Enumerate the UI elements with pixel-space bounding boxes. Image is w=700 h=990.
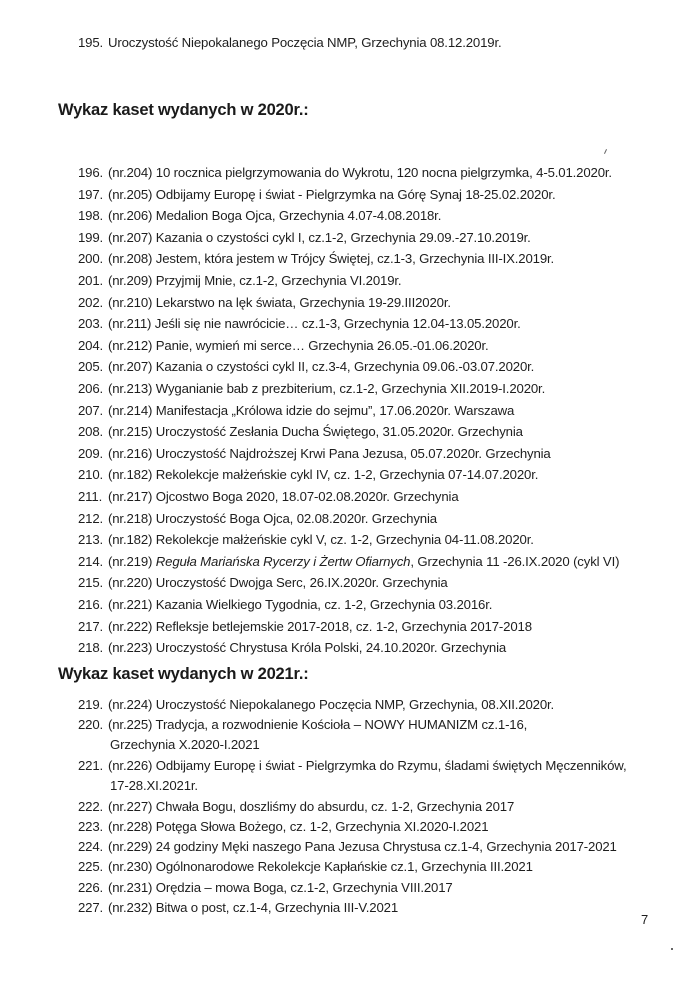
item-number: 211. xyxy=(78,489,103,504)
list-item xyxy=(78,295,451,311)
item-text: (nr.207) Kazania o czystości cykl I, cz.1-2, Grzechynia 29.09.-27.10.2019r. xyxy=(108,229,531,245)
list-item xyxy=(78,35,501,51)
item-number: 226. xyxy=(78,879,104,895)
list-item xyxy=(78,900,398,916)
list-item xyxy=(78,424,523,440)
item-text: (nr.223) Uroczystość Chrystusa Króla Polski, 24.10.2020r. Grzechynia xyxy=(108,640,507,656)
section-heading-2021: Wykaz kaset wydanych w 2021r.: xyxy=(58,665,309,683)
list-item xyxy=(78,758,626,794)
item-number: 208. xyxy=(78,424,104,440)
list-item xyxy=(78,575,448,591)
list-item xyxy=(78,316,521,332)
item-text: (nr.222) Refleksje betlejemskie 2017-2018, cz. 1-2, Grzechynia 2017-2018 xyxy=(108,618,532,634)
scan-mark xyxy=(604,149,607,154)
item-number: 195. xyxy=(78,35,104,50)
list-item xyxy=(78,717,527,753)
item-number: 219. xyxy=(78,697,104,712)
list-item xyxy=(78,619,532,635)
list-item xyxy=(78,880,453,896)
item-number: 222. xyxy=(78,798,104,814)
item-text: (nr.232) Bitwa o post, cz.1-4, Grzechynia III-V.2021 xyxy=(108,900,399,915)
item-text: (nr.226) Odbijamy Europę i świat - Pielgrzymka do Rzymu, śladami świętych Męczenników, xyxy=(108,757,627,773)
page-number: 7 xyxy=(641,912,649,927)
list-item xyxy=(78,467,538,483)
item-number: 199. xyxy=(78,229,104,245)
item-number: 220. xyxy=(78,717,104,733)
item-number: 200. xyxy=(78,251,104,267)
item-text: (nr.207) Kazania o czystości cykl II, cz.3-4, Grzechynia 09.06.-03.07.2020r. xyxy=(108,359,535,375)
item-text: (nr.231) Orędzia – mowa Boga, cz.1-2, Grzechynia VIII.2017 xyxy=(108,879,453,895)
item-text: (nr.212) Panie, wymień mi serce… Grzechynia 26.05.-01.06.2020r. xyxy=(108,337,489,353)
item-number: 209. xyxy=(78,445,104,461)
item-number: 206. xyxy=(78,381,104,396)
item-number: 196. xyxy=(78,165,104,180)
item-number: 207. xyxy=(78,402,104,418)
item-text: (nr.211) Jeśli się nie nawrócicie… cz.1-3, Grzechynia 12.04-13.05.2020r. xyxy=(108,316,521,332)
item-text-suffix: , Grzechynia 11 -26.IX.2020 (cykl VI) xyxy=(410,553,620,569)
list-item xyxy=(78,839,617,855)
list-item xyxy=(78,230,531,246)
scan-mark xyxy=(671,948,673,950)
item-text: (nr.217) Ojcostwo Boga 2020, 18.07-02.08.2020r. Grzechynia xyxy=(108,489,459,504)
item-text: (nr.214) Manifestacja „Królowa idzie do sejmu”, 17.06.2020r. Warszawa xyxy=(108,402,515,418)
item-text: (nr.215) Uroczystość Zesłania Ducha Świętego, 31.05.2020r. Grzechynia xyxy=(108,424,523,440)
item-number: 205. xyxy=(78,359,104,375)
item-text: (nr.230) Ogólnonarodowe Rekolekcje Kapłańskie cz.1, Grzechynia III.2021 xyxy=(108,859,533,875)
list-item xyxy=(78,359,534,375)
item-number: 212. xyxy=(78,510,104,526)
list-item xyxy=(78,597,492,613)
item-number: 224. xyxy=(78,839,104,855)
item-number: 217. xyxy=(78,618,104,634)
list-item xyxy=(78,446,551,462)
item-text: (nr.224) Uroczystość Niepokalanego Poczęcia NMP, Grzechynia, 08.XII.2020r. xyxy=(108,697,555,712)
list-item xyxy=(78,489,459,505)
item-text-italic: Reguła Mariańska Rycerzy i Żertw Ofiarnych xyxy=(155,553,411,569)
list-item xyxy=(78,208,441,224)
list-item xyxy=(78,381,545,397)
item-text: (nr.205) Odbijamy Europę i świat - Pielgrzymka na Górę Synaj 18-25.02.2020r. xyxy=(108,186,556,202)
item-text: (nr.216) Uroczystość Najdroższej Krwi Pana Jezusa, 05.07.2020r. Grzechynia xyxy=(108,445,551,461)
item-number: 201. xyxy=(78,273,104,288)
list-item xyxy=(78,799,514,815)
item-text: (nr.220) Uroczystość Dwojga Serc, 26.IX.2020r. Grzechynia xyxy=(108,575,448,591)
list-item xyxy=(78,187,555,203)
item-text: (nr.206) Medalion Boga Ojca, Grzechynia 4.07-4.08.2018r. xyxy=(108,208,442,224)
item-number: 197. xyxy=(78,186,104,202)
item-text-continuation: 17-28.XI.2021r. xyxy=(110,777,198,793)
item-text-prefix: (nr.219) xyxy=(108,553,156,569)
item-number: 202. xyxy=(78,294,104,310)
list-item xyxy=(78,511,437,527)
item-number: 203. xyxy=(78,316,104,332)
item-number: 216. xyxy=(78,597,104,612)
item-text: (nr.225) Tradycja, a rozwodnienie Kościoła – NOWY HUMANIZM cz.1-16, xyxy=(108,717,528,733)
item-number: 223. xyxy=(78,818,104,834)
item-text: (nr.210) Lekarstwo na lęk świata, Grzechynia 19-29.III2020r. xyxy=(108,294,451,310)
list-item xyxy=(78,859,533,875)
item-number: 198. xyxy=(78,208,104,224)
item-text: (nr.208) Jestem, która jestem w Trójcy Świętej, cz.1-3, Grzechynia III-IX.2019r. xyxy=(108,251,555,267)
section-heading-2020: Wykaz kaset wydanych w 2020r.: xyxy=(58,101,309,119)
list-item xyxy=(78,403,514,419)
item-number: 227. xyxy=(78,900,104,915)
item-number: 213. xyxy=(78,532,104,548)
list-item xyxy=(78,697,554,713)
item-text: (nr.227) Chwała Bogu, doszliśmy do absurdu, cz. 1-2, Grzechynia 2017 xyxy=(108,798,515,814)
list-item xyxy=(78,273,401,289)
item-number: 225. xyxy=(78,859,104,875)
list-item xyxy=(78,554,619,570)
item-text: (nr.228) Potęga Słowa Bożego, cz. 1-2, Grzechynia XI.2020-I.2021 xyxy=(108,818,489,834)
list-item xyxy=(78,819,488,835)
list-item xyxy=(78,251,554,267)
item-text: (nr.218) Uroczystość Boga Ojca, 02.08.2020r. Grzechynia xyxy=(108,510,437,526)
item-number: 218. xyxy=(78,640,104,656)
item-text: (nr.209) Przyjmij Mnie, cz.1-2, Grzechynia VI.2019r. xyxy=(108,273,402,288)
item-text: (nr.229) 24 godziny Męki naszego Pana Jezusa Chrystusa cz.1-4, Grzechynia 2017-2021 xyxy=(108,839,617,855)
item-text: (nr.221) Kazania Wielkiego Tygodnia, cz. 1-2, Grzechynia 03.2016r. xyxy=(108,597,493,612)
item-text: (nr.213) Wyganianie bab z prezbiterium, cz.1-2, Grzechynia XII.2019-I.2020r. xyxy=(108,381,546,396)
item-number: 204. xyxy=(78,337,104,353)
item-number: 214. xyxy=(78,553,104,569)
item-number: 221. xyxy=(78,757,104,773)
item-text: (nr.204) 10 rocznica pielgrzymowania do Wykrotu, 120 nocna pielgrzymka, 4-5.01.2020r. xyxy=(108,165,612,180)
list-item xyxy=(78,640,506,656)
item-text: (nr.182) Rekolekcje małżeńskie cykl V, cz. 1-2, Grzechynia 04-11.08.2020r. xyxy=(108,532,534,548)
item-number: 210. xyxy=(78,467,104,483)
list-item xyxy=(78,165,612,181)
item-text: Uroczystość Niepokalanego Poczęcia NMP, Grzechynia 08.12.2019r. xyxy=(108,35,502,50)
list-item xyxy=(78,338,489,354)
list-item xyxy=(78,532,534,548)
item-text-continuation: Grzechynia X.2020-I.2021 xyxy=(110,737,260,753)
item-text: (nr.182) Rekolekcje małżeńskie cykl IV, cz. 1-2, Grzechynia 07-14.07.2020r. xyxy=(108,467,539,483)
item-number: 215. xyxy=(78,575,104,591)
